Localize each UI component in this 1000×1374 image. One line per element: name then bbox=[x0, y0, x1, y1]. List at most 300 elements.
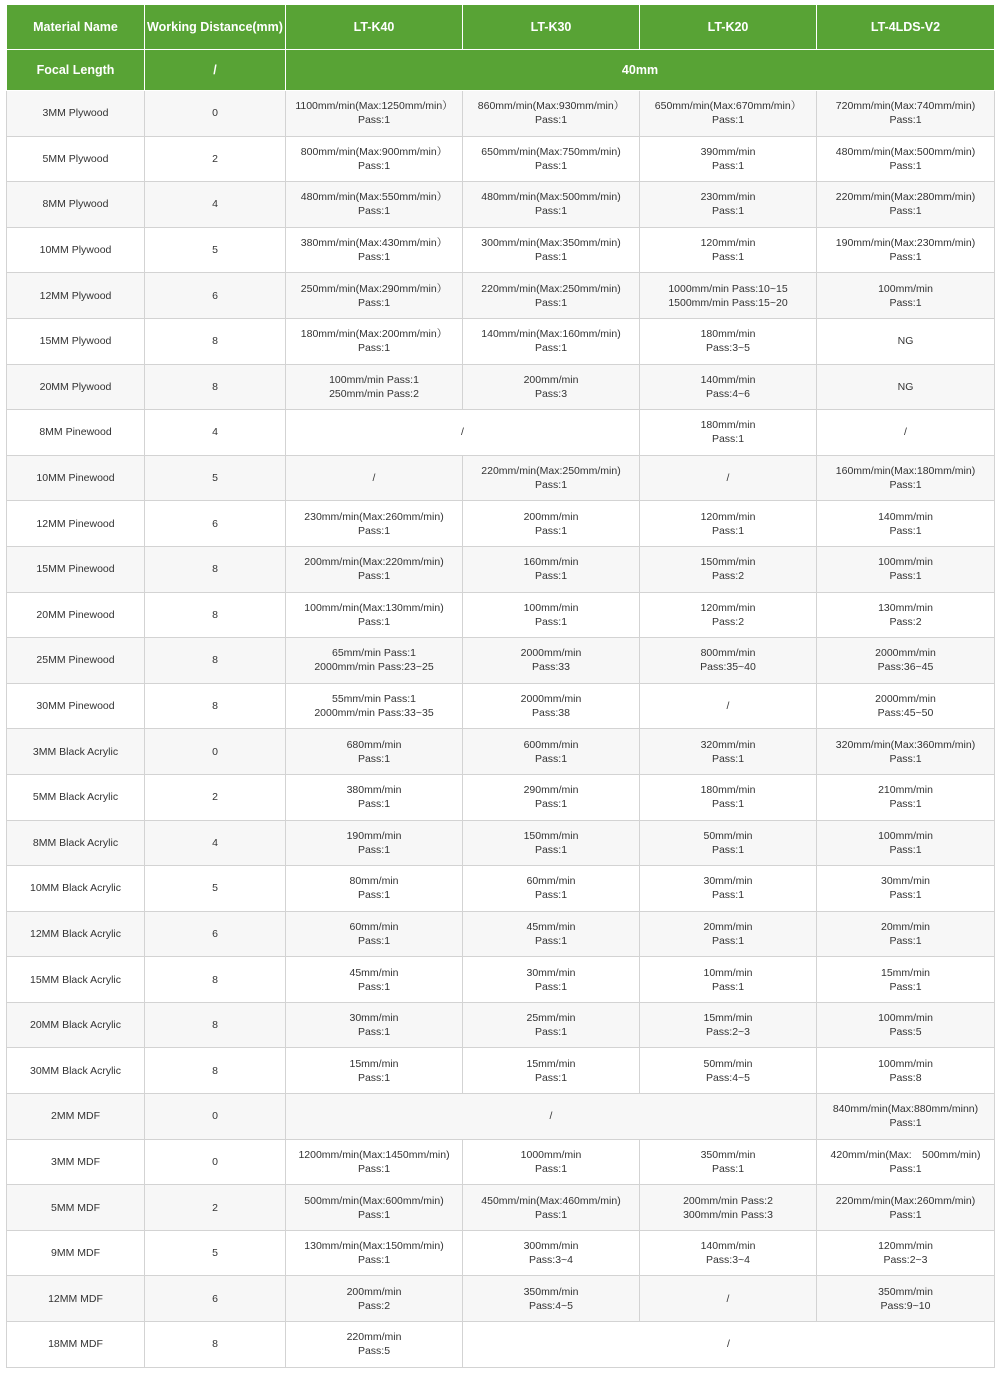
speed-cell-line: Pass:3~4 bbox=[528, 1254, 574, 1267]
speed-cell-line: NG bbox=[897, 380, 914, 393]
speed-cell-line: Pass:1 bbox=[534, 1208, 568, 1221]
speed-cell-line: Pass:1 bbox=[534, 1026, 568, 1039]
speed-cell bbox=[463, 1048, 640, 1094]
speed-cell-line: Pass:1 bbox=[711, 433, 745, 446]
speed-cell bbox=[817, 91, 995, 137]
speed-cell bbox=[463, 820, 640, 866]
working-distance-cell: 2 bbox=[145, 136, 286, 182]
speed-cell-line: 300mm/min(Max:350mm/min) bbox=[481, 237, 621, 250]
focal-length-value: 40mm bbox=[286, 50, 995, 91]
speed-cell-line: Pass:1 bbox=[357, 205, 391, 218]
working-distance-cell: 6 bbox=[145, 1276, 286, 1322]
speed-cell-line: 200mm/min(Max:220mm/min) bbox=[304, 556, 444, 569]
speed-cell-line: 2000mm/min Pass:33~35 bbox=[314, 707, 434, 720]
speed-cell-line: Pass:1 bbox=[534, 251, 568, 264]
material-name-cell: 10MM Plywood bbox=[7, 227, 145, 273]
speed-cell-line: 15mm/min bbox=[526, 1057, 576, 1070]
speed-cell bbox=[463, 1322, 995, 1368]
speed-cell bbox=[817, 182, 995, 228]
speed-cell-line: Pass:1 bbox=[889, 159, 922, 172]
speed-cell-line: 130mm/min bbox=[878, 601, 933, 614]
speed-cell bbox=[640, 1139, 817, 1185]
speed-cell bbox=[640, 911, 817, 957]
cutting-speed-table bbox=[6, 5, 995, 1368]
material-name-cell: 10MM Pinewood bbox=[7, 455, 145, 501]
speed-cell-line: 220mm/min(Max:280mm/min) bbox=[835, 191, 976, 204]
speed-cell bbox=[640, 91, 817, 137]
speed-cell-line: / bbox=[726, 700, 730, 713]
speed-cell-line: 100mm/min bbox=[878, 1012, 933, 1025]
speed-cell-line: Pass:1 bbox=[711, 251, 745, 264]
speed-cell bbox=[817, 136, 995, 182]
speed-cell-line: 100mm/min bbox=[523, 601, 579, 614]
table-row bbox=[7, 911, 995, 957]
speed-cell bbox=[463, 729, 640, 775]
speed-cell-line: / bbox=[726, 1292, 730, 1305]
speed-cell-line: 30mm/min bbox=[703, 875, 753, 888]
speed-cell bbox=[817, 1048, 995, 1094]
speed-cell-line: 100mm/min bbox=[878, 1057, 933, 1070]
speed-cell-line: Pass:1 bbox=[711, 1162, 745, 1175]
material-name-cell: 25MM Pinewood bbox=[7, 638, 145, 684]
speed-cell bbox=[463, 1230, 640, 1276]
speed-cell bbox=[286, 91, 463, 137]
speed-cell bbox=[817, 501, 995, 547]
speed-cell bbox=[463, 136, 640, 182]
table-row bbox=[7, 1322, 995, 1368]
speed-cell-line: 210mm/min bbox=[878, 784, 933, 797]
speed-cell-line: 130mm/min(Max:150mm/min) bbox=[304, 1240, 444, 1253]
working-distance-cell: 5 bbox=[145, 866, 286, 912]
speed-cell bbox=[640, 1230, 817, 1276]
speed-cell-line: 420mm/min(Max: 500mm/min) bbox=[830, 1148, 981, 1161]
material-name-cell: 5MM Plywood bbox=[7, 136, 145, 182]
speed-cell-line: 30mm/min bbox=[526, 966, 576, 979]
speed-cell bbox=[463, 1002, 640, 1048]
speed-cell-line: 390mm/min bbox=[700, 145, 756, 158]
speed-cell-line: Pass:1 bbox=[889, 479, 922, 492]
speed-cell bbox=[640, 546, 817, 592]
speed-cell-line: 20mm/min bbox=[880, 920, 930, 933]
speed-cell-line: Pass:1 bbox=[357, 524, 391, 537]
material-name-cell: 9MM MDF bbox=[7, 1230, 145, 1276]
speed-cell bbox=[640, 1002, 817, 1048]
speed-cell-line: Pass:1 bbox=[534, 980, 568, 993]
material-name-cell: 5MM Black Acrylic bbox=[7, 774, 145, 820]
speed-cell-line: Pass:2~3 bbox=[705, 1026, 751, 1039]
speed-cell bbox=[286, 820, 463, 866]
speed-cell-line: 220mm/min(Max:250mm/min) bbox=[481, 282, 621, 295]
table-row bbox=[7, 957, 995, 1003]
speed-cell bbox=[817, 318, 995, 364]
speed-cell-line: 230mm/min(Max:260mm/min) bbox=[304, 510, 444, 523]
speed-cell-line: Pass:1 bbox=[889, 524, 922, 537]
table-row bbox=[7, 1048, 995, 1094]
speed-cell-line: Pass:1 bbox=[534, 159, 568, 172]
material-name-cell: 8MM Black Acrylic bbox=[7, 820, 145, 866]
speed-cell-line: NG bbox=[897, 335, 914, 348]
speed-cell bbox=[463, 774, 640, 820]
speed-cell-line: Pass:1 bbox=[534, 205, 568, 218]
speed-cell bbox=[286, 182, 463, 228]
speed-cell bbox=[463, 592, 640, 638]
speed-cell-line: 350mm/min bbox=[878, 1285, 933, 1298]
speed-cell-line: 120mm/min bbox=[700, 601, 756, 614]
speed-cell bbox=[817, 729, 995, 775]
speed-cell-line: 100mm/min Pass:1 bbox=[329, 373, 419, 386]
speed-cell-line: Pass:4~5 bbox=[528, 1299, 574, 1312]
speed-cell bbox=[463, 866, 640, 912]
speed-cell-line: 120mm/min bbox=[878, 1240, 933, 1253]
material-name-cell: 30MM Black Acrylic bbox=[7, 1048, 145, 1094]
speed-cell-line: / bbox=[372, 472, 376, 485]
speed-cell-line: 2000mm/min bbox=[875, 647, 936, 660]
speed-cell-line: 150mm/min bbox=[700, 556, 756, 569]
working-distance-cell: 8 bbox=[145, 1002, 286, 1048]
speed-cell-line: 480mm/min(Max:500mm/min) bbox=[481, 191, 621, 204]
table-row bbox=[7, 1139, 995, 1185]
speed-cell-line: 2000mm/min bbox=[520, 693, 582, 706]
working-distance-cell: 8 bbox=[145, 638, 286, 684]
speed-cell-line: Pass:1 bbox=[357, 934, 391, 947]
working-distance-cell: 4 bbox=[145, 410, 286, 456]
speed-cell-line: Pass:1 bbox=[889, 114, 922, 127]
speed-cell-line: Pass:1 bbox=[711, 934, 745, 947]
speed-cell-line: / bbox=[904, 426, 907, 439]
speed-cell bbox=[286, 273, 463, 319]
speed-cell-line: 160mm/min(Max:180mm/min) bbox=[835, 465, 976, 478]
table-row bbox=[7, 455, 995, 501]
working-distance-cell: 6 bbox=[145, 273, 286, 319]
speed-cell bbox=[286, 455, 463, 501]
speed-cell bbox=[463, 455, 640, 501]
speed-cell bbox=[817, 1002, 995, 1048]
speed-cell-line: 100mm/min(Max:130mm/min) bbox=[304, 601, 444, 614]
table-row bbox=[7, 227, 995, 273]
speed-cell bbox=[286, 546, 463, 592]
speed-cell-line: Pass:1 bbox=[889, 205, 922, 218]
speed-cell-line: 120mm/min bbox=[700, 510, 756, 523]
speed-cell bbox=[286, 410, 640, 456]
speed-cell bbox=[640, 501, 817, 547]
speed-cell bbox=[286, 1276, 463, 1322]
speed-cell-line: 15mm/min bbox=[880, 966, 930, 979]
speed-cell-line: 30mm/min bbox=[880, 875, 930, 888]
speed-cell-line: 230mm/min bbox=[700, 191, 756, 204]
speed-cell bbox=[640, 729, 817, 775]
speed-cell-line: Pass:36~45 bbox=[877, 661, 934, 674]
speed-cell-line: Pass:1 bbox=[711, 843, 745, 856]
speed-cell-line: Pass:1 bbox=[357, 114, 391, 127]
speed-cell-line: 200mm/min Pass:2 bbox=[683, 1194, 773, 1207]
table-row bbox=[7, 820, 995, 866]
working-distance-cell: 4 bbox=[145, 820, 286, 866]
speed-cell-line: / bbox=[461, 426, 464, 439]
speed-cell-line: Pass:1 bbox=[357, 1254, 391, 1267]
speed-cell-line: Pass:1 bbox=[357, 159, 391, 172]
speed-cell bbox=[817, 911, 995, 957]
speed-cell bbox=[286, 957, 463, 1003]
speed-cell-line: 15mm/min bbox=[349, 1057, 399, 1070]
speed-cell-line: Pass:4~5 bbox=[705, 1071, 751, 1084]
table-row bbox=[7, 1002, 995, 1048]
table-row bbox=[7, 410, 995, 456]
speed-cell bbox=[286, 911, 463, 957]
material-name-cell: 2MM MDF bbox=[7, 1094, 145, 1140]
material-name-cell: 18MM MDF bbox=[7, 1322, 145, 1368]
speed-cell-line: Pass:2 bbox=[711, 615, 745, 628]
speed-cell-line: Pass:1 bbox=[357, 251, 391, 264]
speed-cell-line: 45mm/min bbox=[526, 920, 576, 933]
speed-cell bbox=[463, 91, 640, 137]
speed-cell bbox=[817, 638, 995, 684]
speed-cell-line: 2000mm/min Pass:23~25 bbox=[314, 661, 434, 674]
speed-cell bbox=[817, 1185, 995, 1231]
working-distance-cell: 0 bbox=[145, 729, 286, 775]
table-row bbox=[7, 1276, 995, 1322]
speed-cell-line: Pass:1 bbox=[357, 342, 391, 355]
speed-cell-line: 20mm/min bbox=[703, 920, 753, 933]
speed-cell-line: Pass:2 bbox=[711, 570, 745, 583]
speed-cell-line: Pass:1 bbox=[889, 1208, 922, 1221]
speed-table-container bbox=[6, 5, 994, 1368]
speed-cell-line: 1000mm/min bbox=[520, 1148, 582, 1161]
table-row bbox=[7, 592, 995, 638]
speed-cell-line: Pass:1 bbox=[889, 1117, 922, 1130]
speed-cell bbox=[286, 1094, 817, 1140]
speed-cell bbox=[463, 1139, 640, 1185]
speed-cell-line: 200mm/min bbox=[346, 1285, 402, 1298]
speed-cell-line: Pass:2~3 bbox=[883, 1254, 928, 1267]
speed-cell-line: Pass:1 bbox=[711, 752, 745, 765]
speed-cell-line: 380mm/min(Max:430mm/min） bbox=[300, 237, 448, 250]
speed-cell-line: Pass:1 bbox=[711, 524, 745, 537]
speed-cell bbox=[463, 957, 640, 1003]
table-row bbox=[7, 91, 995, 137]
table-row bbox=[7, 729, 995, 775]
speed-cell bbox=[817, 546, 995, 592]
speed-cell-line: 140mm/min bbox=[878, 510, 933, 523]
speed-cell-line: Pass:1 bbox=[534, 934, 568, 947]
speed-cell bbox=[286, 866, 463, 912]
material-name-cell: 10MM Black Acrylic bbox=[7, 866, 145, 912]
speed-cell-line: 190mm/min bbox=[346, 829, 402, 842]
working-distance-cell: 2 bbox=[145, 1185, 286, 1231]
material-name-cell: 20MM Pinewood bbox=[7, 592, 145, 638]
speed-cell-line: Pass:3~4 bbox=[705, 1254, 751, 1267]
speed-cell-line: Pass:1 bbox=[889, 570, 922, 583]
working-distance-cell: 5 bbox=[145, 1230, 286, 1276]
speed-cell-line: 650mm/min(Max:670mm/min） bbox=[654, 100, 802, 113]
speed-cell-line: Pass:5 bbox=[889, 1026, 922, 1039]
working-distance-cell: 8 bbox=[145, 1048, 286, 1094]
speed-cell bbox=[817, 1139, 995, 1185]
material-name-cell: 12MM MDF bbox=[7, 1276, 145, 1322]
speed-cell bbox=[640, 592, 817, 638]
material-name-cell: 15MM Pinewood bbox=[7, 546, 145, 592]
speed-cell-line: 30mm/min bbox=[349, 1012, 399, 1025]
speed-cell-line: 480mm/min(Max:550mm/min） bbox=[300, 191, 448, 204]
speed-cell-line: 300mm/min Pass:3 bbox=[683, 1208, 773, 1221]
speed-cell-line: 180mm/min bbox=[700, 419, 756, 432]
speed-cell bbox=[463, 182, 640, 228]
speed-cell-line: 80mm/min bbox=[349, 875, 399, 888]
speed-cell-line: 10mm/min bbox=[703, 966, 753, 979]
speed-cell-line: 55mm/min Pass:1 bbox=[331, 693, 417, 706]
speed-cell bbox=[463, 227, 640, 273]
speed-cell bbox=[640, 318, 817, 364]
material-name-cell: 12MM Plywood bbox=[7, 273, 145, 319]
speed-cell bbox=[640, 455, 817, 501]
speed-cell-line: Pass:1 bbox=[889, 752, 922, 765]
speed-cell-line: Pass:33 bbox=[532, 661, 570, 674]
speed-cell-line: Pass:1 bbox=[357, 980, 391, 993]
speed-cell bbox=[817, 774, 995, 820]
speed-cell-line: 800mm/min bbox=[700, 647, 756, 660]
speed-cell-line: Pass:1 bbox=[357, 615, 391, 628]
table-row bbox=[7, 1230, 995, 1276]
speed-cell-line: 60mm/min bbox=[526, 875, 576, 888]
speed-cell-line: 1000mm/min Pass:10~15 bbox=[668, 282, 788, 295]
speed-cell-line: Pass:1 bbox=[889, 296, 922, 309]
speed-cell-line: 680mm/min bbox=[346, 738, 402, 751]
speed-cell-line: 180mm/min(Max:200mm/min） bbox=[300, 328, 448, 341]
table-row bbox=[7, 273, 995, 319]
speed-cell-line: 860mm/min(Max:930mm/min） bbox=[477, 100, 625, 113]
speed-cell bbox=[817, 273, 995, 319]
speed-cell-line: Pass:1 bbox=[889, 843, 922, 856]
table-body bbox=[7, 91, 995, 1368]
speed-cell-line: Pass:2 bbox=[889, 615, 922, 628]
speed-cell bbox=[463, 638, 640, 684]
working-distance-cell: 6 bbox=[145, 501, 286, 547]
speed-cell-line: / bbox=[727, 1338, 730, 1351]
focal-length-row bbox=[7, 50, 995, 91]
speed-cell-line: 350mm/min bbox=[523, 1285, 579, 1298]
speed-cell bbox=[640, 1276, 817, 1322]
speed-cell-line: Pass:3 bbox=[534, 387, 568, 400]
focal-length-distance: / bbox=[145, 50, 286, 91]
speed-cell-line: Pass:1 bbox=[357, 1162, 391, 1175]
speed-cell-line: Pass:1 bbox=[534, 114, 568, 127]
speed-cell-line: 25mm/min bbox=[526, 1012, 576, 1025]
speed-cell bbox=[640, 866, 817, 912]
working-distance-cell: 2 bbox=[145, 774, 286, 820]
speed-cell-line: Pass:1 bbox=[711, 159, 745, 172]
speed-cell bbox=[817, 1276, 995, 1322]
working-distance-cell: 8 bbox=[145, 364, 286, 410]
speed-cell bbox=[463, 318, 640, 364]
speed-cell bbox=[640, 410, 817, 456]
speed-cell-line: Pass:1 bbox=[534, 615, 568, 628]
speed-cell-line: Pass:1 bbox=[534, 752, 568, 765]
working-distance-cell: 6 bbox=[145, 911, 286, 957]
speed-cell bbox=[817, 364, 995, 410]
header-working-distance: Working Distance(mm) bbox=[145, 5, 286, 50]
speed-cell bbox=[286, 1185, 463, 1231]
speed-cell bbox=[817, 683, 995, 729]
speed-cell-line: 250mm/min(Max:290mm/min） bbox=[300, 282, 448, 295]
speed-cell-line: 190mm/min(Max:230mm/min) bbox=[835, 237, 976, 250]
working-distance-cell: 4 bbox=[145, 182, 286, 228]
speed-cell bbox=[817, 227, 995, 273]
table-row bbox=[7, 182, 995, 228]
speed-cell bbox=[640, 638, 817, 684]
speed-cell bbox=[463, 911, 640, 957]
speed-cell-line: 300mm/min bbox=[523, 1240, 579, 1253]
speed-cell-line: 320mm/min(Max:360mm/min) bbox=[835, 738, 976, 751]
speed-cell-line: 480mm/min(Max:500mm/min) bbox=[835, 145, 976, 158]
working-distance-cell: 8 bbox=[145, 546, 286, 592]
speed-cell-line: Pass:1 bbox=[889, 980, 922, 993]
speed-cell bbox=[640, 364, 817, 410]
speed-cell-line: Pass:1 bbox=[357, 570, 391, 583]
table-row bbox=[7, 1185, 995, 1231]
material-name-cell: 15MM Plywood bbox=[7, 318, 145, 364]
speed-cell-line: 220mm/min(Max:250mm/min) bbox=[481, 465, 621, 478]
speed-cell-line: 15mm/min bbox=[703, 1012, 753, 1025]
speed-cell-line: 500mm/min(Max:600mm/min) bbox=[304, 1194, 444, 1207]
speed-cell bbox=[286, 774, 463, 820]
speed-cell-line: Pass:1 bbox=[889, 889, 922, 902]
speed-cell-line: Pass:2 bbox=[357, 1299, 391, 1312]
speed-cell-line: 720mm/min(Max:740mm/min) bbox=[835, 100, 976, 113]
speed-cell bbox=[286, 729, 463, 775]
speed-cell-line: Pass:8 bbox=[889, 1071, 922, 1084]
speed-cell-line: Pass:1 bbox=[534, 798, 568, 811]
material-name-cell: 12MM Pinewood bbox=[7, 501, 145, 547]
speed-cell-line: Pass:1 bbox=[357, 752, 391, 765]
speed-cell bbox=[640, 957, 817, 1003]
focal-length-label: Focal Length bbox=[7, 50, 145, 91]
header-lt-k20: LT-K20 bbox=[640, 5, 817, 50]
speed-cell-line: Pass:38 bbox=[532, 707, 570, 720]
speed-cell-line: Pass:1 bbox=[889, 1162, 922, 1175]
material-name-cell: 8MM Pinewood bbox=[7, 410, 145, 456]
speed-cell-line: Pass:1 bbox=[534, 889, 568, 902]
table-row bbox=[7, 364, 995, 410]
material-name-cell: 30MM Pinewood bbox=[7, 683, 145, 729]
speed-cell-line: Pass:4~6 bbox=[705, 387, 751, 400]
speed-cell-line: Pass:1 bbox=[889, 251, 922, 264]
speed-cell-line: Pass:1 bbox=[357, 843, 391, 856]
speed-cell bbox=[463, 1185, 640, 1231]
header-lt-k40: LT-K40 bbox=[286, 5, 463, 50]
speed-cell bbox=[286, 1002, 463, 1048]
speed-cell bbox=[817, 410, 995, 456]
speed-cell bbox=[463, 683, 640, 729]
speed-cell bbox=[286, 592, 463, 638]
speed-cell bbox=[286, 501, 463, 547]
speed-cell bbox=[286, 1322, 463, 1368]
speed-cell bbox=[817, 957, 995, 1003]
header-material-name: Material Name bbox=[7, 5, 145, 50]
speed-cell bbox=[286, 318, 463, 364]
speed-cell bbox=[817, 866, 995, 912]
speed-cell-line: Pass:1 bbox=[534, 296, 568, 309]
speed-cell-line: Pass:1 bbox=[711, 114, 745, 127]
speed-cell-line: 840mm/min(Max:880mm/minn) bbox=[832, 1103, 979, 1116]
material-name-cell: 8MM Plywood bbox=[7, 182, 145, 228]
speed-cell bbox=[463, 546, 640, 592]
speed-cell-line: 320mm/min bbox=[700, 738, 756, 751]
speed-cell-line: Pass:5 bbox=[357, 1345, 391, 1358]
speed-cell-line: 290mm/min bbox=[523, 784, 579, 797]
speed-cell bbox=[640, 774, 817, 820]
speed-cell-line: 140mm/min(Max:160mm/min) bbox=[481, 328, 621, 341]
speed-cell-line: 350mm/min bbox=[700, 1148, 756, 1161]
speed-cell-line: 140mm/min bbox=[700, 373, 756, 386]
